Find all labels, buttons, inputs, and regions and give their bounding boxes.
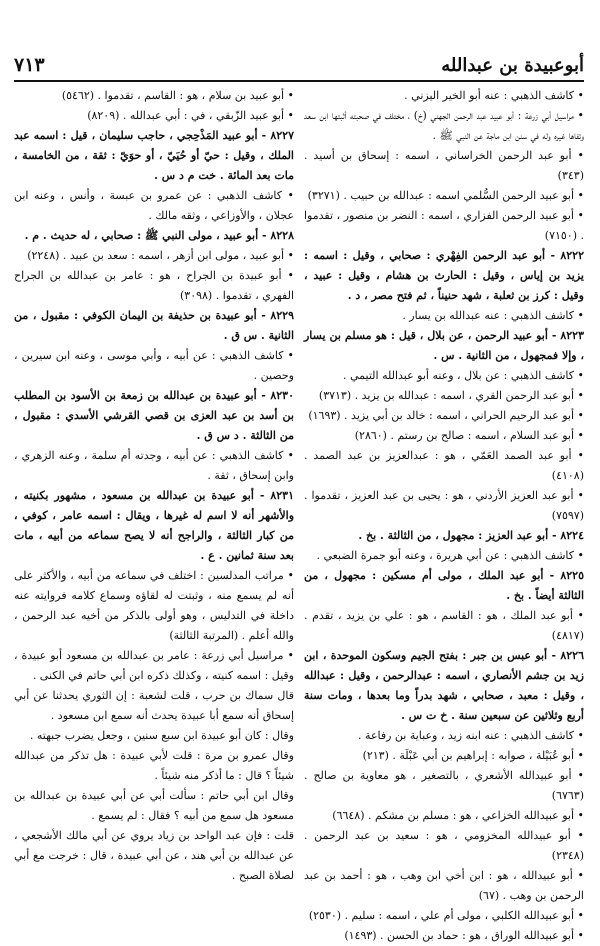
entry-line: • أبو عبيد الرحمن السُّلمي اسمه : عبدالله بن حبيب . (٣٢٧١)	[307, 189, 584, 202]
entry-line: • كاشف الذهبي : عن أبيه ، وجدته أم سلمة ، وعنه الزهري ، وابن إسحاق ، ثقة .	[14, 449, 294, 482]
entry-line: • أبو عبد السلام ، اسمه : صالح بن رستم . (٢٨٦٠)	[354, 429, 584, 442]
entry-line: • أبو عبد الصمد العَمّي ، هو : عبدالعزيز بن عبد الصمد . (٤١٠٨)	[304, 449, 584, 482]
entry-line: • أبو عبد العزيز الأردني ، هو : يحيى بن عبد العزيز ، تقدموا . (٧٥٩٧)	[304, 489, 584, 522]
entry-line: • أبو عبيدالله الكلبي ، مولى أم علي ، اسمه : سليم . (٢٥٣٠)	[308, 909, 584, 922]
entry-line: • كاشف الذهبي : عنه أبو الخير اليزني .	[404, 89, 584, 102]
entry-line: • أبو عبيد ، مولى ابن أزهر ، اسمه : سعد بن عبيد . (٢٢٤٨)	[27, 249, 294, 262]
entry-line: • كاشف الذهبي : عن بلال ، وعنه أبو عبدالله التيمي .	[343, 369, 584, 382]
numbered-entry: ٨٢٣٠ - أبو عبيدة بن عبدالله بن زمعة بن الأسود بن المطلب بن أسد بن عبد العزى بن قصي القرشي الأسدي : مقبول ، من الثالثة . د س ق .	[14, 389, 294, 442]
numbered-entry: ٨٢٢٢ - أبو عبد الرحمن الفِهْري : صحابي ، وقيل : اسمه : يزيد بن إياس ، وقيل : الحارث بن هشام ، وقيل : عبيد ، وقيل : كرز بن ثعلبة ، شهد حنيناً ، ثم فتح مصر ، د .	[304, 249, 584, 302]
entry-line: • أبو عبيدالله ، هو : ابن أخي ابن وهب ، هو : أحمد بن عبد الرحمن بن وهب . (٦٧)	[304, 869, 584, 902]
entry-line: • أبو عبد الرحيم الحراني ، اسمه : خالد بن أبي يزيد . (١٦٩٣)	[308, 409, 584, 422]
numbered-entry: ٨٢٢٥ - أبو عبد الملك ، مولى أم مسكين : مجهول ، من الثالثة أيضاً . بخ .	[304, 569, 584, 602]
entry-line: • أبو عبيدة بن الجراح ، هو : عامر بن عبدالله بن الجراح الفهري ، تقدموا . (٣٠٩٨)	[14, 269, 294, 302]
numbered-entry: ٨٢٢٦ - أبو عبس بن جبر : بفتح الجيم وسكون الموحدة ، ابن زيد بن جشم الأنصاري ، اسمه : عبدالرحمن ، وقيل : عبدالله ، وقيل : معبد ، صحابي ، شهد بدراً وما بعدها ، ومات سنة أربع وثلاثين عن سبعين سنة . خ ت س .	[304, 649, 584, 722]
entry-line: قال سماك بن حرب ، قلت لشعبة : إن الثوري يحدثنا عن أبي إسحاق أنه سمع أبا عبيدة يحدث أنه سمع ابن مسعود .	[14, 689, 294, 722]
numbered-entry: ٨٢٢٤ - أبو عبد العزيز : مجهول ، من الثالثة . بخ .	[358, 529, 584, 542]
numbered-entry: ٨٢٢٧ - أبو عبيد المَذْحِجي ، حاجب سليمان ، قيل : اسمه عبد الملك ، وقيل : حيّ أو حُيَيّ ، أو حوَيّ : ثقة ، من الخامسة ، مات بعد المائة . خت م د س .	[14, 129, 294, 182]
entry-line: • كاشف الذهبي : عن عمرو بن عبسة ، وأنس ، وعنه ابن عجلان ، والأوزاعي ، وثقه مالك .	[14, 189, 294, 222]
numbered-entry: ٨٢٣١ - أبو عبيدة بن عبدالله بن مسعود ، مشهور بكنيته ، والأشهر أنه لا اسم له غيرها ، ويقال : اسمه عامر ، كوفي ، من كبار الثالثة ، والراجح أنه لا يصح سماعه من أبيه ، مات بعد سنة ثمانين . ع .	[14, 489, 294, 562]
entry-line: • أبو عُبَيْلة ، صوابه : إبراهيم بن أبي عَبْلَة . (٢١٣)	[362, 749, 584, 762]
numbered-entry: ٨٢٢٣ - أبو عبيد الرحمن ، عن بلال ، قيل : هو مسلم بن يسار ، وإلا فمجهول ، من الثانية . س .	[304, 329, 584, 362]
entry-line: • كاشف الذهبي : عنه ابنه زيد ، وعباية بن رفاعة .	[358, 729, 584, 742]
entry-line: قلت : فإن عبد الواحد بن زياد يروي عن أبي مالك الأشجعي ، عن عبدالله بن أبي هند ، عن أبي عبيدة ، قال : خرجت مع أبي لصلاة الصبح .	[14, 829, 294, 882]
entry-line: وقال : كان أبو عبيدة ابن سبع سنين ، وجعل يضرب جبهته .	[29, 729, 294, 742]
entry-line: • أبو عبد الرحمن الخراساني ، اسمه : إسحاق بن أسيد . (٣٤٣)	[304, 149, 584, 182]
entry-line: • أبو عبد الرحمن القري ، اسمه : عبدالله بن يزيد . (٣٧١٣)	[318, 389, 584, 402]
entry-line: • أبو عبيد الرحمن الفزاري ، اسمه : النضر بن منصور ، تقدموا . (٧١٥٠)	[304, 209, 584, 242]
entry-line: • مراسيل أبي زرعة : أبو عبيد عبد الرحمن الجهني (خ) ، مختلف في صحبته أثبتها ابن سعد وتفاها غيره وله في سنن ابن ماجة عن النبي ﷺ .	[304, 109, 584, 142]
numbered-entry: ٨٢٢٨ - أبو عبيد ، مولى النبي ﷺ : صحابي ، له حديث . م .	[24, 229, 294, 242]
entry-line: • مراسيل أبي زرعة : عامر بن عبدالله بن مسعود أبو عبيدة ، وقيل : اسمه كنيته ، وكذلك ذكره ابن أبي حاتم في الكنى .	[14, 649, 294, 682]
entry-line: • كاشف الذهبي : عن أبيه ، وأبي موسى ، وعنه ابن سيرين ، وحصين .	[14, 349, 294, 382]
entry-line: • أبو عبيدالله الوراق ، هو : حماد بن الحسن . (١٤٩٣)	[344, 929, 584, 942]
running-head: أبوعبيدة بن عبدالله	[441, 54, 584, 76]
entry-line: • كاشف الذهبي : عنه عبدالله بن يسار .	[402, 309, 584, 322]
page-number: ٧١٣	[14, 54, 45, 76]
entry-line: • أبو عبيدالله الخزاعي ، هو : مسلم بن مشكم . (٦٦٤٨)	[332, 809, 584, 822]
entry-line: وقال ابن أبي حاتم : سألت أبي عن أبي عبيدة بن عبدالله بن مسعود هل سمع من أبيه ؟ فقال : لم يسمع .	[14, 789, 294, 822]
right-column	[304, 86, 584, 942]
numbered-entry: ٨٢٢٩ - أبو عبيدة بن حذيفة بن اليمان الكوفي : مقبول ، من الثانية . س ق .	[14, 309, 294, 342]
entry-line: • مراتب المدلسين : اختلف في سماعه من أبيه ، والأكثر على أنه لم يسمع منه ، وثبتت له لقاؤه وسماع كلامه فروايته عنه داخلة في التدليس ، وهو أولى بالذكر من أخيه عبد الرحمن ، والله أعلم . (المرتبة الثالثة)	[14, 569, 294, 642]
entry-line: • كاشف الذهبي : عن أبي هريرة ، وعنه أبو جمرة الضبعي .	[316, 549, 584, 562]
entry-line: وقال عمرو بن مرة : قلت لأبي عبيدة : هل تذكر من عبدالله شيئاً ؟ قال : ما أذكر منه شيئاً .	[14, 749, 294, 782]
left-column	[14, 86, 294, 882]
two-column-body	[14, 86, 584, 942]
entry-line: • أبو عبيدالله المخزومي ، هو : سعيد بن عبد الرحمن . (٢٣٤٨)	[304, 829, 584, 862]
entry-line: • أبو عبد الملك ، هو : القاسم ، هو : علي بن يزيد ، تقدم . (٤٨١٧)	[304, 609, 584, 642]
entry-line: • أبو عبيد بن سلام ، هو : القاسم ، تقدموا . (٥٤٦٢)	[61, 89, 294, 102]
entry-line: • أبو عبيد الزّبقي ، في : أبي عبدالله . (٨٢٠٩)	[87, 109, 294, 122]
page-header	[14, 50, 584, 82]
entry-line: • أبو عبيدالله الأشعري ، بالتصغير ، هو معاوية بن صالح . (٦٧٦٣)	[304, 769, 584, 802]
